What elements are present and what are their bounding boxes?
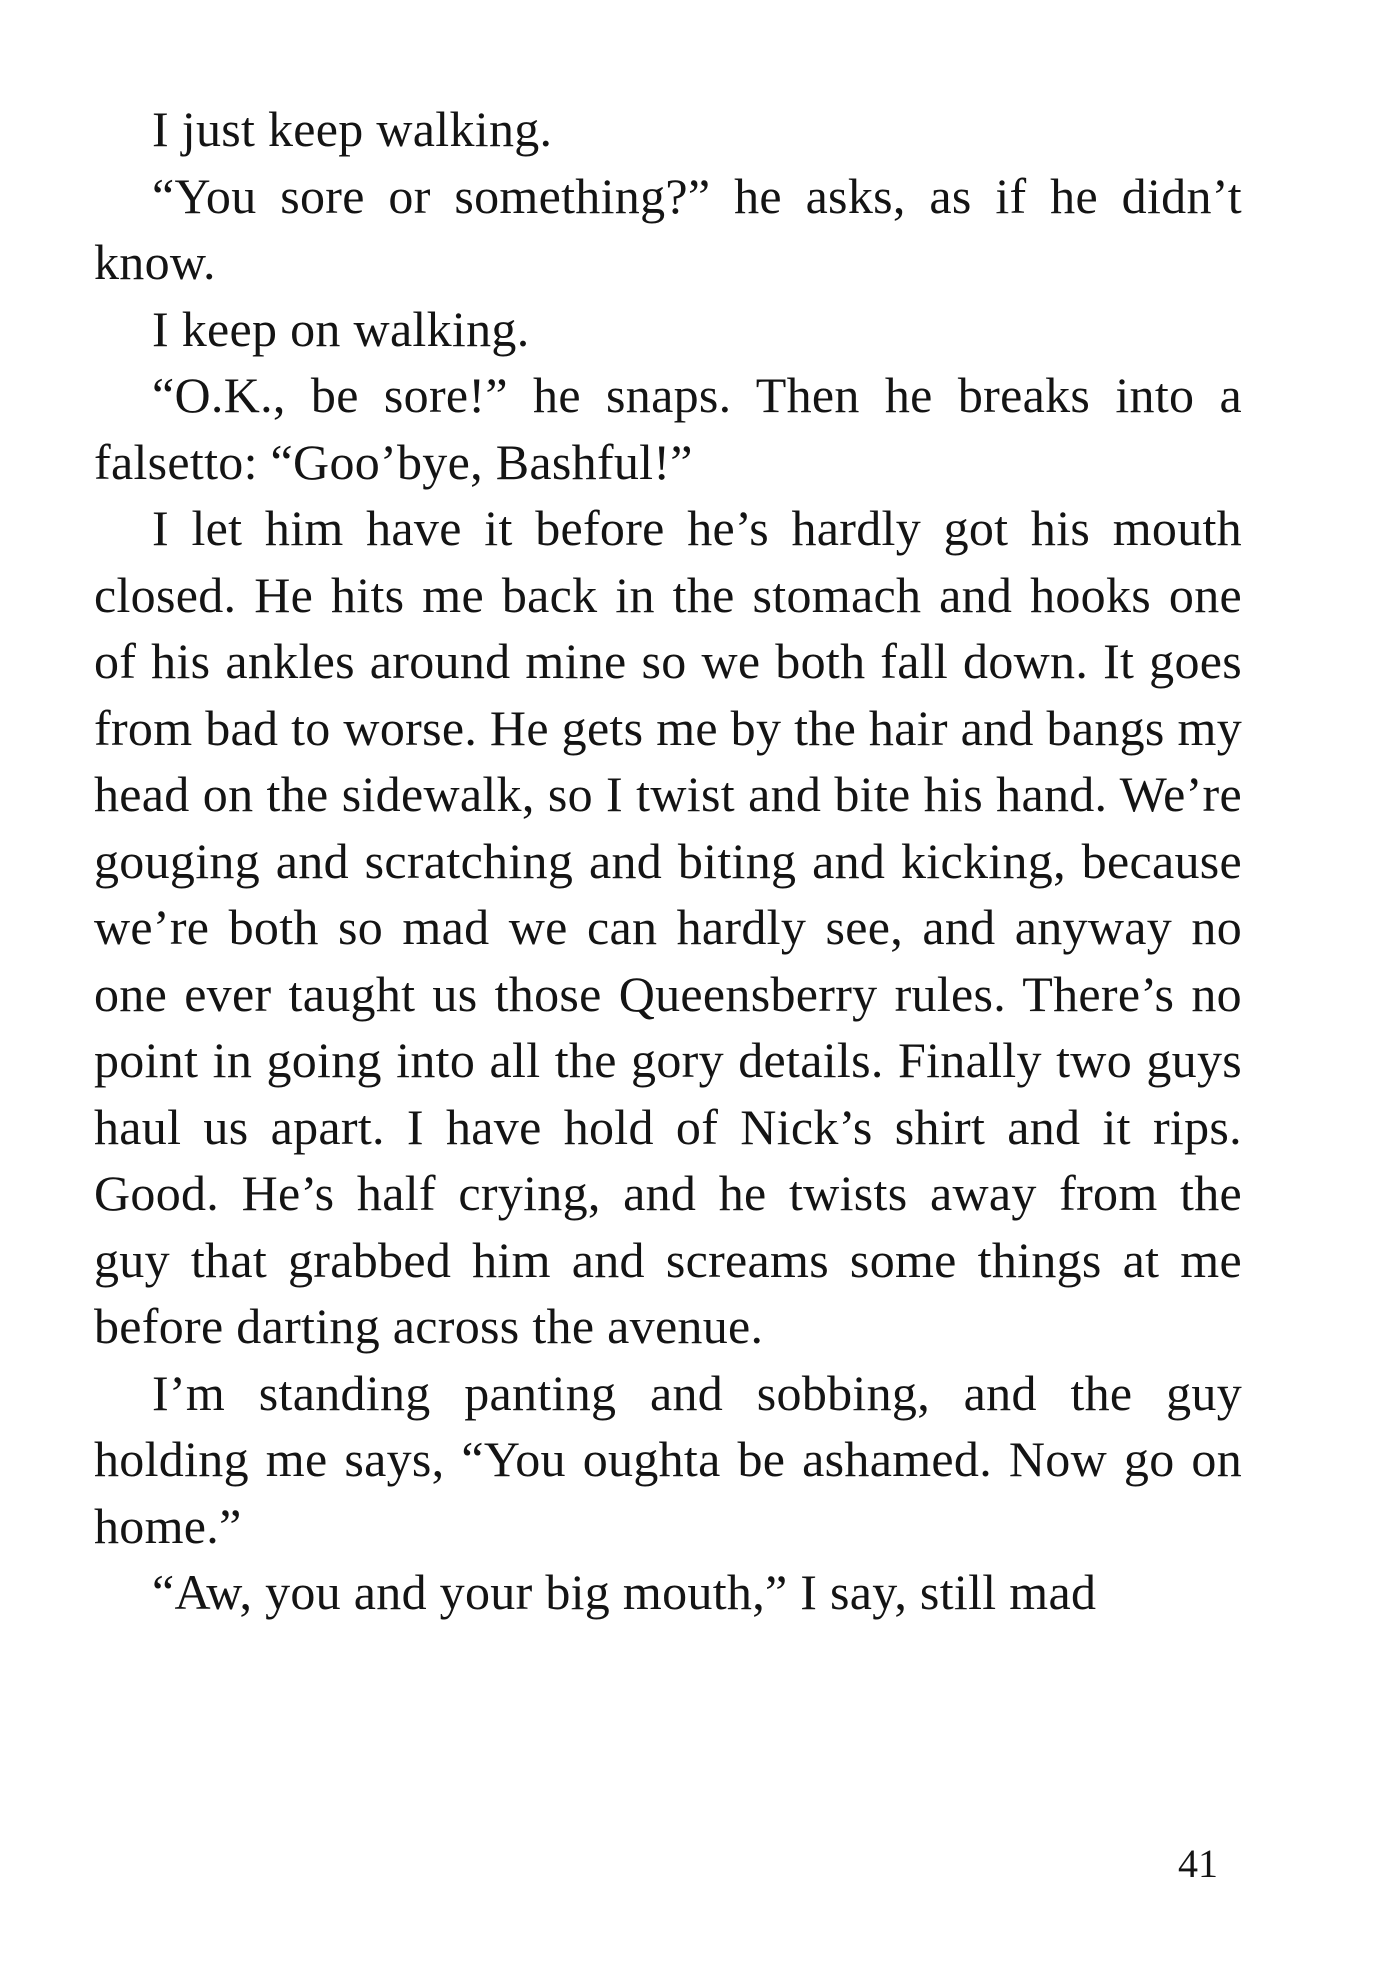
paragraph-4: “O.K., be sore!” he snaps. Then he breaks into a falsetto: “Goo’bye, Bashful!”: [94, 367, 1242, 490]
paragraph-7: “Aw, you and your big mouth,” I say, still mad: [152, 1564, 1097, 1620]
paragraph-1: I just keep walking.: [152, 101, 553, 157]
page-number: 41: [1178, 1841, 1218, 1886]
paragraph-2: “You sore or something?” he asks, as if he didn’t know.: [94, 167, 1242, 290]
paragraph-6: I’m standing panting and sobbing, and the guy holding me says, “You oughta be ashamed. Now go on home.”: [94, 1364, 1242, 1554]
paragraph-3: I keep on walking.: [152, 300, 530, 357]
body-text: [94, 96, 1242, 1626]
paragraph-5: I let him have it before he’s hardly got his mouth closed. He hits me back in the stomach and hooks one of his ankles around mine so we both fall down. It goes from bad to worse. He gets me by the hair and bangs my head on the sidewalk, so I twist and bite his hand. We’re gouging and scratching and biting and kicking, because we’re both so mad we can hardly see, and anyway no one ever taught us those Queensberry rules. There’s no point in going into all the gory details. Finally two guys haul us apart. I have hold of Nick’s shirt and it rips. Good. He’s half crying, and he twists away from the guy that grabbed him and screams some things at me before darting across the avenue.: [94, 500, 1242, 1354]
